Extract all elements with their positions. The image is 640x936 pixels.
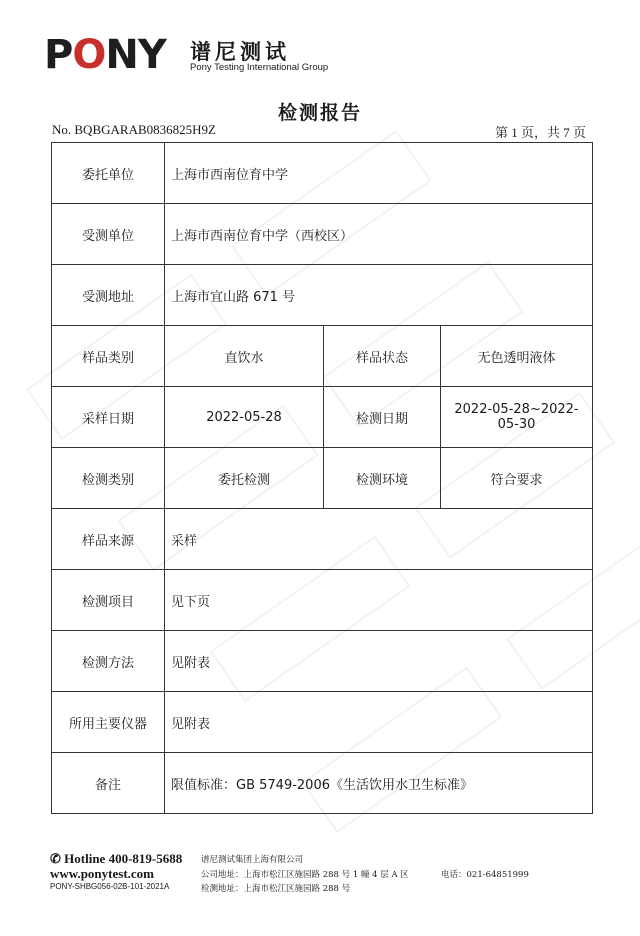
logo-chinese-name: 谱尼测试 — [190, 40, 290, 64]
row-test-items — [52, 570, 593, 631]
page-title: 检测报告 — [277, 102, 362, 124]
footer-company-address: 公司地址：上海市松江区施园路 288 号 1 幢 4 层 A 区 — [201, 870, 409, 880]
logo-english-name: Pony Testing International Group — [190, 62, 329, 73]
footer-hotline — [50, 851, 182, 867]
label-test-type: 检测类别 — [52, 448, 165, 509]
value-sample-type: 直饮水 — [165, 326, 324, 387]
value-remarks: 限值标准：GB 5749-2006《生活饮用水卫生标准》 — [165, 753, 593, 814]
row-instruments — [52, 692, 593, 753]
row-sample — [52, 326, 593, 387]
row-dates — [52, 387, 593, 448]
value-tested-unit: 上海市西南位育中学（西校区） — [165, 204, 593, 265]
value-test-environment: 符合要求 — [441, 448, 593, 509]
pony-logo — [44, 34, 344, 76]
label-test-items: 检测项目 — [52, 570, 165, 631]
footer-phone: 电话：021-64851999 — [441, 870, 529, 880]
row-test-method — [52, 631, 593, 692]
value-sampling-date: 2022-05-28 — [165, 387, 324, 448]
label-sample-state: 样品状态 — [324, 326, 441, 387]
value-sample-source: 采样 — [165, 509, 593, 570]
value-testing-date: 2022-05-28~2022-05-30 — [441, 387, 593, 448]
logo-wordmark: PONY — [44, 32, 166, 78]
hotline-text: Hotline 400-819-5688 — [64, 851, 183, 866]
label-tested-unit: 受测单位 — [52, 204, 165, 265]
report-table — [51, 142, 593, 814]
value-sample-state: 无色透明液体 — [441, 326, 593, 387]
row-test-type — [52, 448, 593, 509]
label-tested-address: 受测地址 — [52, 265, 165, 326]
row-tested-unit — [52, 204, 593, 265]
row-sample-source — [52, 509, 593, 570]
report-number: No. BQBGARAB0836825H9Z — [52, 122, 216, 137]
value-test-method: 见附表 — [165, 631, 593, 692]
footer-testing-address: 检测地址：上海市松江区施园路 288 号 — [201, 884, 351, 894]
row-client — [52, 143, 593, 204]
value-test-type: 委托检测 — [165, 448, 324, 509]
row-tested-address — [52, 265, 593, 326]
label-sampling-date: 采样日期 — [52, 387, 165, 448]
phone-icon: ✆ — [50, 851, 65, 866]
label-testing-date: 检测日期 — [324, 387, 441, 448]
label-remarks: 备注 — [52, 753, 165, 814]
label-test-environment: 检测环境 — [324, 448, 441, 509]
value-instruments: 见附表 — [165, 692, 593, 753]
footer-website[interactable]: www.ponytest.com — [50, 866, 154, 881]
value-test-items: 见下页 — [165, 570, 593, 631]
value-client: 上海市西南位育中学 — [165, 143, 593, 204]
label-client: 委托单位 — [52, 143, 165, 204]
page-indicator: 第 1 页，共 7 页 — [494, 125, 586, 140]
footer-form-code: PONY-SHBG056-02B-101-2021A — [50, 882, 170, 891]
footer-company: 谱尼测试集团上海有限公司 — [201, 855, 304, 865]
value-tested-address: 上海市宜山路 671 号 — [165, 265, 593, 326]
label-sample-source: 样品来源 — [52, 509, 165, 570]
row-remarks — [52, 753, 593, 814]
label-instruments: 所用主要仪器 — [52, 692, 165, 753]
label-test-method: 检测方法 — [52, 631, 165, 692]
label-sample-type: 样品类别 — [52, 326, 165, 387]
